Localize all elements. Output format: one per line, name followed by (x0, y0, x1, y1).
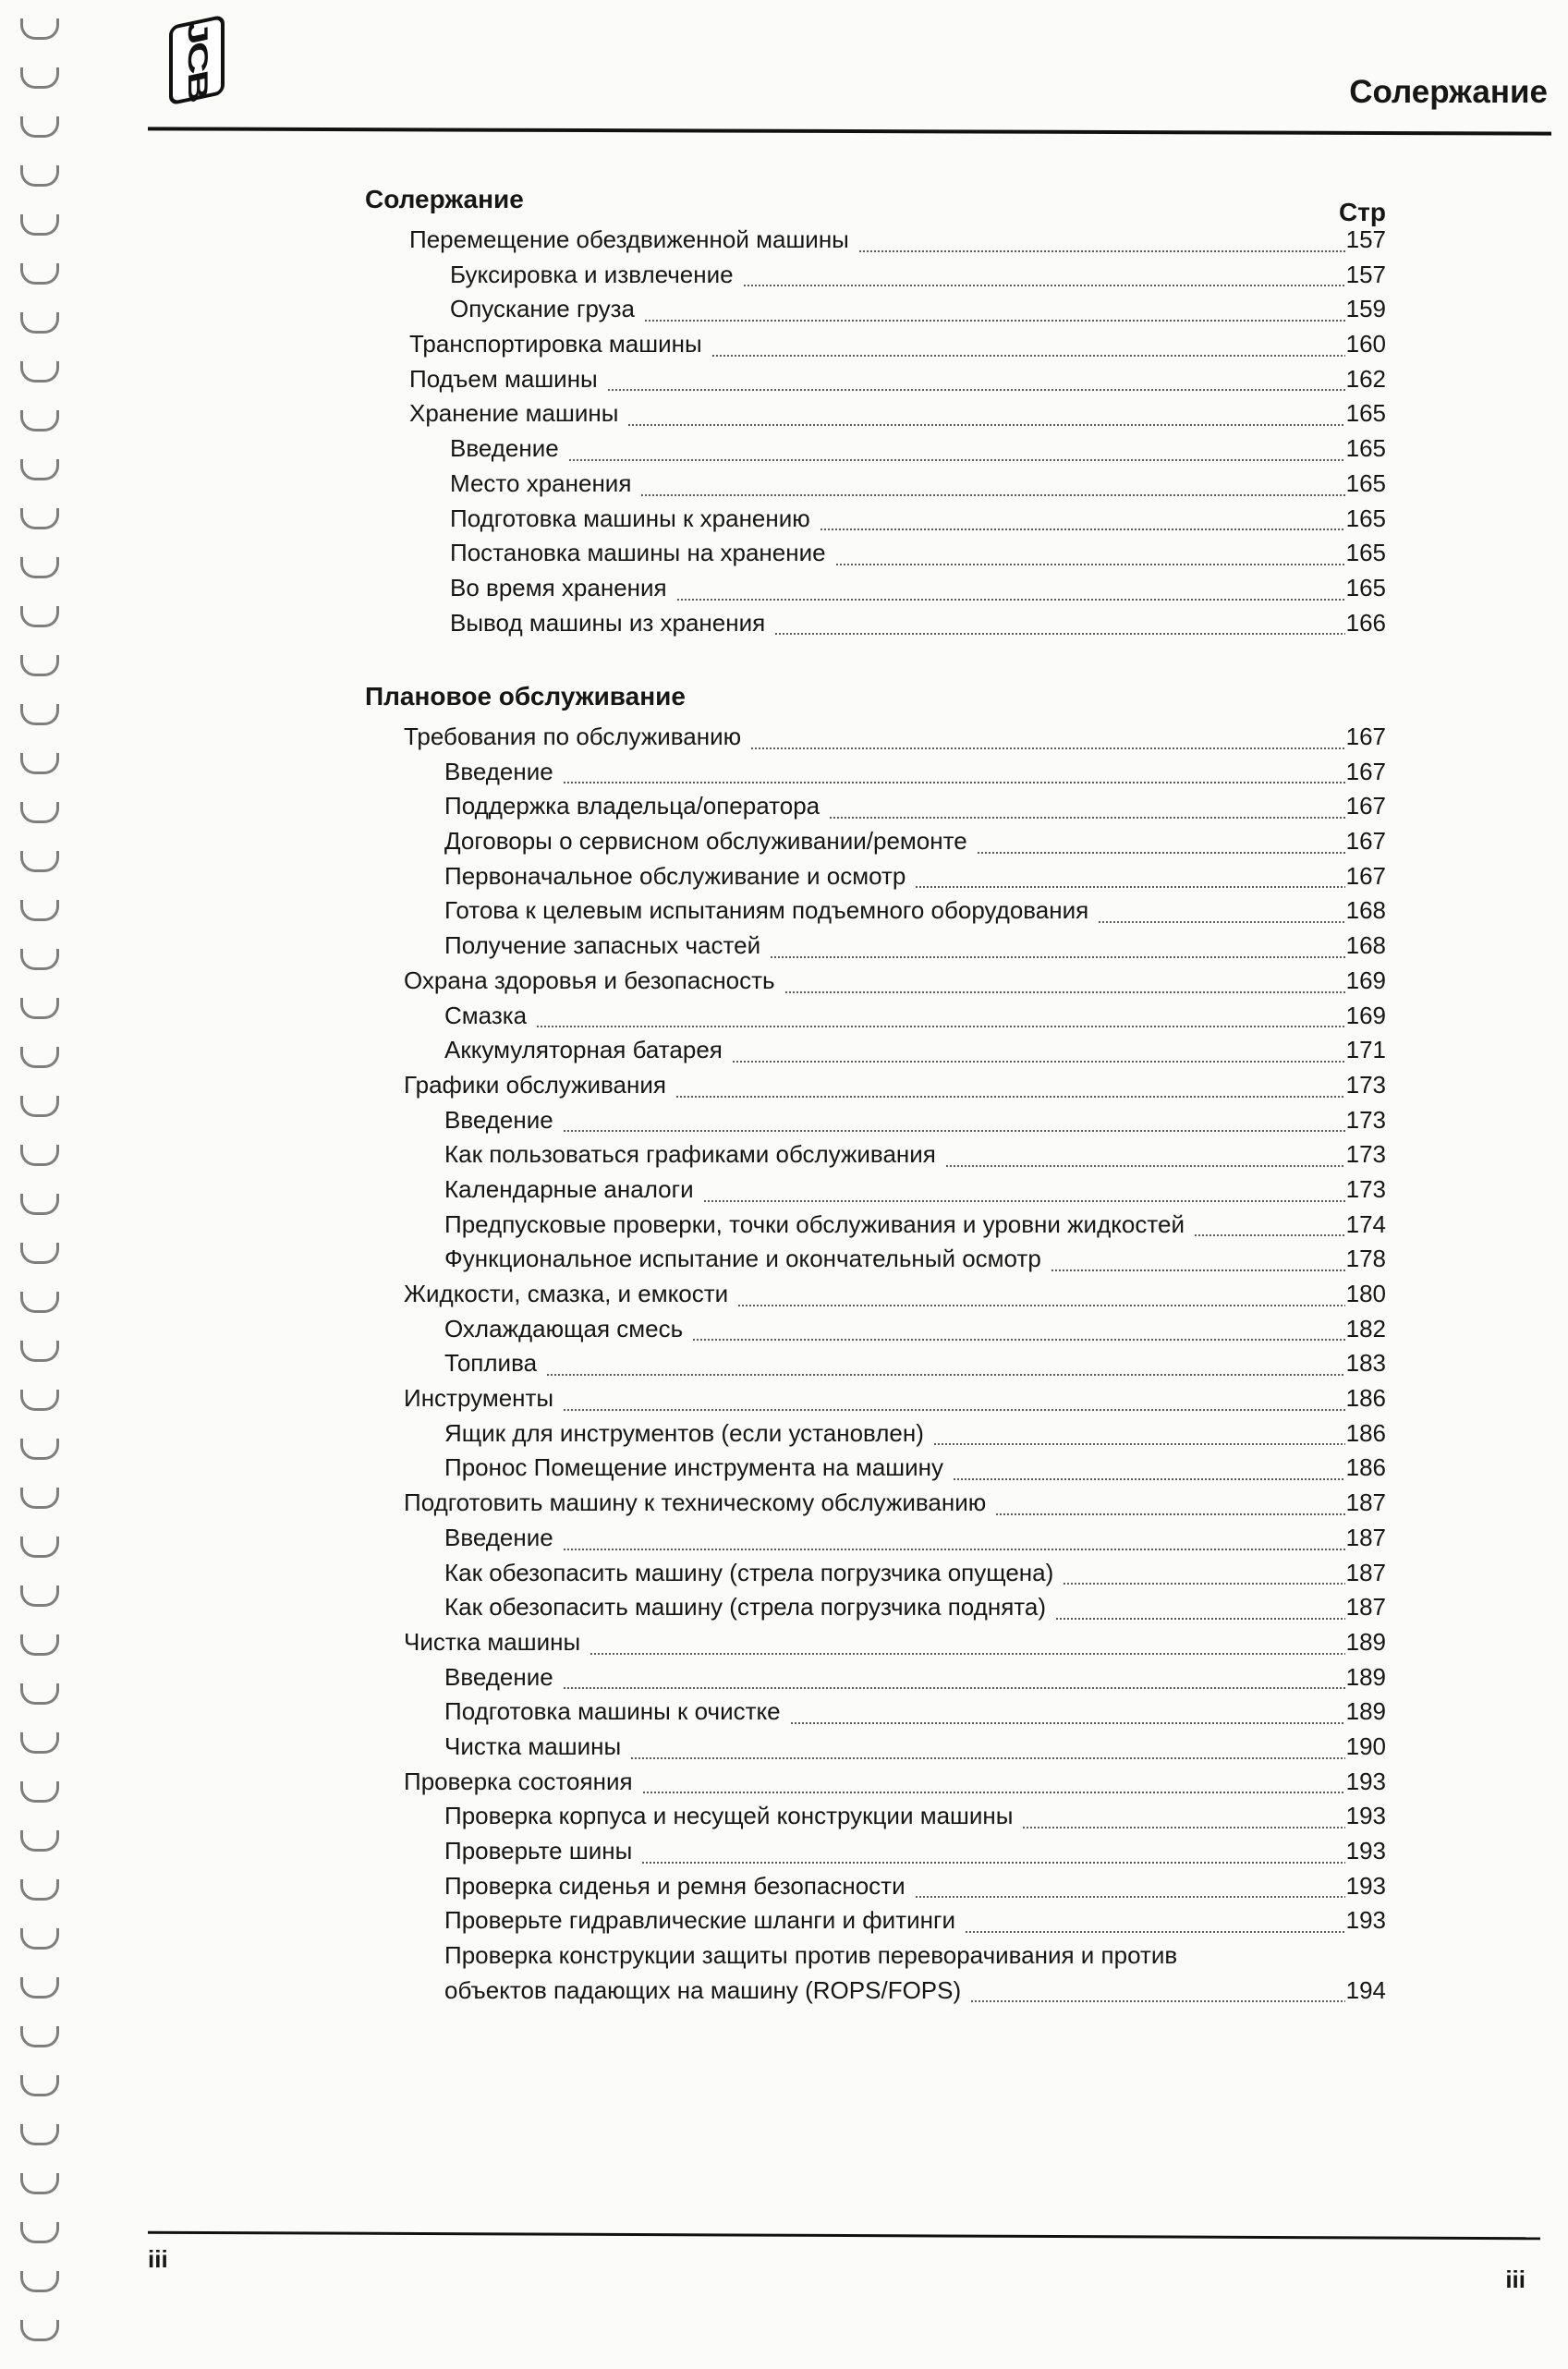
toc-entry-label: Как пользоваться графиками обслуживания (444, 1140, 936, 1169)
binding-ring (20, 459, 59, 480)
toc-entry[interactable] (365, 1245, 1386, 1280)
toc-entry-page: 186 (1345, 1384, 1386, 1413)
toc-entry-page: 165 (1345, 573, 1386, 601)
page-column-label: Стр (1338, 198, 1386, 226)
toc-entry[interactable] (365, 966, 1386, 1002)
toc-entry-page: 169 (1345, 966, 1386, 994)
binding-ring (20, 1341, 59, 1362)
binding-ring (20, 1243, 59, 1264)
dot-leader (933, 1443, 1345, 1445)
toc-entry-label: Подготовка машины к хранению (450, 504, 810, 532)
toc-entry-label: Введение (444, 757, 553, 785)
toc-entry-page: 173 (1345, 1070, 1386, 1099)
toc-entry-page: 186 (1345, 1453, 1386, 1482)
dot-leader (750, 747, 1345, 749)
toc-entry-label: Проверка состояния (404, 1767, 633, 1795)
toc-entry[interactable] (365, 1802, 1386, 1837)
toc-entry-label: Ящик для инструментов (если установлен) (444, 1418, 924, 1447)
dot-leader (675, 1096, 1345, 1098)
toc-entry[interactable] (365, 758, 1386, 793)
toc-entry[interactable] (365, 827, 1386, 862)
toc-entry[interactable] (365, 1837, 1386, 1872)
toc-entry-page: 167 (1345, 827, 1386, 856)
footer-rule (148, 2231, 1540, 2241)
dot-leader (1098, 921, 1345, 923)
toc-entry-label: Введение (450, 434, 559, 463)
header-rule (148, 127, 1551, 135)
dot-leader (607, 389, 1345, 391)
binding-ring (20, 214, 59, 236)
binding-ring (20, 1194, 59, 1215)
toc-entry-page: 167 (1345, 757, 1386, 785)
section-title: Солержание (365, 185, 524, 213)
toc-entry[interactable] (365, 295, 1386, 330)
binding-ring (20, 753, 59, 774)
toc-entry-page: 167 (1345, 792, 1386, 820)
dot-leader (563, 1409, 1345, 1411)
toc-entry-label: Проверка конструкции защиты против переворачивания и против (444, 1941, 1178, 1970)
logo-text: JCB (182, 17, 213, 103)
toc-entry-page: 174 (1345, 1209, 1386, 1238)
toc-entry-label: Охлаждающая смесь (444, 1314, 684, 1342)
dot-leader (732, 1061, 1345, 1063)
toc-entry[interactable] (365, 1697, 1386, 1732)
toc-entry-page: 165 (1345, 468, 1386, 497)
binding-ring (20, 655, 59, 676)
toc-entry[interactable] (365, 365, 1386, 400)
dot-leader (627, 424, 1345, 426)
toc-entry-page: 189 (1345, 1627, 1386, 1656)
toc-entry-page: 183 (1345, 1349, 1386, 1378)
toc-entry[interactable] (365, 1453, 1386, 1488)
toc-entry-label: Как обезопасить машину (стрела погрузчика поднята) (444, 1593, 1047, 1622)
toc-entry-continued[interactable] (365, 1976, 1386, 2011)
toc-entry-label: Топлива (444, 1349, 538, 1378)
binding-ring (20, 606, 59, 627)
binding-ring (20, 2124, 59, 2145)
dot-leader (1022, 1827, 1345, 1828)
toc-entry-page: 187 (1345, 1593, 1386, 1622)
dot-leader (965, 1931, 1345, 1933)
dot-leader (945, 1165, 1345, 1167)
toc-entry-page: 187 (1345, 1523, 1386, 1551)
toc-entry-label: Договоры о сервисном обслуживании/ремонте (444, 827, 967, 856)
dot-leader (703, 1200, 1345, 1202)
binding-ring (20, 851, 59, 872)
binding-ring (20, 1928, 59, 1950)
toc-entry[interactable] (365, 1175, 1386, 1210)
footer-page-right: iii (1505, 2266, 1525, 2293)
toc-entry-label: Требования по обслуживанию (404, 723, 742, 750)
toc-entry[interactable] (365, 1732, 1386, 1768)
toc-entry-label: Жидкости, смазка, и емкости (404, 1280, 729, 1307)
toc-entry-label: Предпусковые проверки, точки обслуживания и уровни жидкостей (444, 1209, 1185, 1238)
dot-leader (784, 991, 1345, 993)
dot-leader (915, 886, 1345, 888)
toc-entry-page: 159 (1345, 295, 1386, 323)
toc-entry[interactable] (365, 1106, 1386, 1141)
toc-entry-label: Введение (444, 1662, 553, 1691)
toc-entry-label: Введение (444, 1105, 553, 1134)
dot-leader (737, 1305, 1345, 1306)
toc-entry-page: 193 (1345, 1802, 1386, 1830)
binding-ring (20, 1781, 59, 1803)
toc-entry-page: 165 (1345, 434, 1386, 463)
binding-ring (20, 1634, 59, 1656)
dot-leader (692, 1339, 1345, 1341)
toc-entry[interactable] (365, 1002, 1386, 1037)
binding-ring (20, 1145, 59, 1166)
dot-leader (995, 1513, 1345, 1515)
toc-entry-page: 180 (1345, 1280, 1386, 1307)
toc-entry-label: Перемещение обездвиженной машины (409, 225, 849, 253)
binding-ring (20, 2075, 59, 2096)
toc-entry-page: 165 (1345, 399, 1386, 428)
toc-entry[interactable] (365, 931, 1386, 966)
dot-leader (835, 564, 1345, 565)
toc-entry-label: объектов падающих на машину (ROPS/FOPS) (444, 1975, 962, 2004)
binding-ring (20, 116, 59, 138)
toc-entry-page: 193 (1345, 1906, 1386, 1935)
binding-ring (20, 1585, 59, 1607)
toc-entry-page: 165 (1345, 504, 1386, 532)
dot-leader (630, 1757, 1345, 1759)
toc-entry-page: 187 (1345, 1488, 1386, 1517)
toc-entry-label: Введение (444, 1523, 553, 1551)
footer-page-left: iii (148, 2245, 168, 2273)
binding-ring (20, 900, 59, 921)
dot-leader (1063, 1583, 1345, 1585)
dot-leader (563, 1130, 1345, 1132)
toc-entry[interactable] (365, 1906, 1386, 1941)
toc-entry-page: 167 (1345, 723, 1386, 750)
dot-leader (858, 250, 1345, 252)
binding-ring (20, 263, 59, 285)
toc-entry[interactable] (365, 1663, 1386, 1698)
toc-entry[interactable] (365, 504, 1386, 540)
binding-ring (20, 508, 59, 529)
jcb-logo (169, 15, 225, 106)
binding-ring (20, 1830, 59, 1852)
toc-section-contents (365, 185, 1386, 643)
toc-entry[interactable] (365, 896, 1386, 931)
dot-leader (711, 355, 1345, 357)
toc-entry-label: Опускание груза (450, 295, 636, 323)
binding-ring (20, 2173, 59, 2194)
toc-entry-label: Смазка (444, 1001, 528, 1029)
toc-entry-page: 193 (1345, 1837, 1386, 1865)
dot-leader (915, 1896, 1345, 1898)
section-title: Плановое обслуживание (365, 682, 686, 711)
dot-leader (829, 817, 1345, 819)
toc-entry-page: 157 (1345, 260, 1386, 288)
toc-entry[interactable] (365, 862, 1386, 897)
dot-leader (641, 1862, 1345, 1864)
dot-leader (770, 956, 1345, 958)
toc-entry[interactable] (365, 1280, 1386, 1315)
toc-entry-label: Чистка машины (444, 1731, 622, 1760)
dot-leader (820, 528, 1345, 530)
toc-entry-label: Проверка корпуса и несущей конструкции машины (444, 1802, 1014, 1830)
dot-leader (546, 1374, 1345, 1376)
dot-leader (676, 599, 1345, 601)
toc-entry-label: Поддержка владельца/оператора (444, 792, 820, 820)
toc-entry[interactable] (365, 261, 1386, 296)
dot-leader (790, 1722, 1345, 1724)
dot-leader (774, 633, 1345, 635)
toc-entry[interactable] (365, 574, 1386, 609)
header-title: Солержание (1349, 74, 1548, 110)
toc-entry-label: Подъем машины (409, 364, 598, 393)
binding-ring (20, 67, 59, 89)
toc-entry-label: Место хранения (450, 468, 632, 497)
toc-entry-page: 187 (1345, 1558, 1386, 1586)
dot-leader (590, 1653, 1345, 1655)
section-heading (365, 682, 1386, 723)
toc-entry-label: Получение запасных частей (444, 931, 761, 960)
toc-entry-label: Пронос Помещение инструмента на машину (444, 1453, 944, 1482)
toc-entry-label: Хранение машины (409, 399, 619, 428)
binding-rings (20, 18, 76, 2369)
toc-entry[interactable] (365, 1593, 1386, 1628)
toc-entry-label: Буксировка и извлечение (450, 260, 734, 288)
toc-section-maintenance (365, 682, 1386, 2011)
toc-entry-page: 171 (1345, 1036, 1386, 1064)
toc-entry-page: 189 (1345, 1662, 1386, 1691)
toc-entry-page: 157 (1345, 225, 1386, 253)
toc-entry[interactable] (365, 1628, 1386, 1663)
dot-leader (644, 320, 1345, 322)
toc-entry[interactable] (365, 225, 1386, 261)
dot-leader (1051, 1270, 1345, 1271)
toc-entry-label: Охрана здоровья и безопасность (404, 966, 775, 994)
toc-entry[interactable] (365, 330, 1386, 365)
toc-entry-label: Проверьте шины (444, 1837, 633, 1865)
toc-entry[interactable] (365, 1071, 1386, 1106)
binding-ring (20, 1732, 59, 1754)
toc-entry[interactable] (365, 434, 1386, 469)
toc-entry-page: 173 (1345, 1105, 1386, 1134)
toc-entry[interactable] (365, 1315, 1386, 1350)
toc-entry-page: 166 (1345, 608, 1386, 637)
toc-entry-page: 173 (1345, 1174, 1386, 1203)
toc-entry[interactable] (365, 1524, 1386, 1559)
toc-entry-label: Графики обслуживания (404, 1070, 666, 1099)
binding-ring (20, 410, 59, 431)
toc-entry-page: 168 (1345, 896, 1386, 925)
toc-entry[interactable] (365, 609, 1386, 644)
binding-ring (20, 1292, 59, 1313)
toc-entry-page: 182 (1345, 1314, 1386, 1342)
binding-ring (20, 312, 59, 334)
binding-ring (20, 1879, 59, 1901)
toc-entry-label: Проверьте гидравлические шланги и фитинги (444, 1906, 955, 1935)
toc-entry-label: Постановка машины на хранение (450, 539, 826, 567)
toc-entry[interactable] (365, 1210, 1386, 1245)
toc-entry-label: Вывод машины из хранения (450, 608, 766, 637)
toc-entry-label: Транспортировка машины (409, 330, 702, 358)
toc-entry-label: Во время хранения (450, 573, 667, 601)
toc-entry[interactable] (365, 1559, 1386, 1594)
binding-ring (20, 2271, 59, 2292)
binding-ring (20, 949, 59, 970)
binding-ring (20, 1096, 59, 1117)
binding-ring (20, 557, 59, 578)
toc-entry-label: Проверка сиденья и ремня безопасности (444, 1871, 906, 1900)
toc-entry[interactable] (365, 1488, 1386, 1524)
toc-entry-label: Первоначальное обслуживание и осмотр (444, 861, 906, 890)
toc-entry-page: 189 (1345, 1697, 1386, 1726)
binding-ring (20, 1683, 59, 1705)
binding-ring (20, 704, 59, 725)
toc-entry[interactable] (365, 1419, 1386, 1454)
toc-entry-page: 173 (1345, 1140, 1386, 1169)
toc-entry[interactable] (365, 723, 1386, 758)
toc-entry-page: 190 (1345, 1731, 1386, 1760)
binding-ring (20, 1977, 59, 1998)
toc-entry-page: 168 (1345, 931, 1386, 960)
dot-leader (1055, 1618, 1345, 1620)
toc-entry[interactable] (365, 469, 1386, 504)
toc-entry[interactable] (365, 1941, 1386, 1976)
toc-entry-page: 160 (1345, 330, 1386, 358)
dot-leader (1194, 1234, 1345, 1236)
binding-ring (20, 1488, 59, 1509)
toc-entry-label: Подготовить машину к техническому обслуживанию (404, 1488, 987, 1517)
toc-entry-label: Инструменты (404, 1384, 554, 1413)
dot-leader (640, 494, 1345, 496)
toc-entry-page: 165 (1345, 539, 1386, 567)
toc-entry-label: Готова к целевым испытаниям подъемного оборудования (444, 896, 1089, 925)
toc-entry[interactable] (365, 539, 1386, 574)
binding-ring (20, 1047, 59, 1068)
binding-ring (20, 2222, 59, 2243)
toc-entry-label: Функциональное испытание и окончательный осмотр (444, 1245, 1041, 1273)
toc-entry-page: 186 (1345, 1418, 1386, 1447)
toc-entry-page: 193 (1345, 1871, 1386, 1900)
dot-leader (977, 852, 1345, 854)
toc-entry[interactable] (365, 1140, 1386, 1175)
toc-entry-label: Календарные аналоги (444, 1174, 694, 1203)
toc-entry[interactable] (365, 399, 1386, 434)
toc-entry-label: Подготовка машины к очистке (444, 1697, 781, 1726)
dot-leader (743, 285, 1345, 286)
section-heading (365, 185, 1386, 225)
dot-leader (642, 1792, 1345, 1793)
binding-ring (20, 1390, 59, 1411)
toc-entry-label: Аккумуляторная батарея (444, 1036, 723, 1064)
toc-entry[interactable] (365, 1872, 1386, 1907)
toc-entry-page: 167 (1345, 861, 1386, 890)
binding-ring (20, 18, 59, 40)
dot-leader (970, 2000, 1345, 2002)
dot-leader (953, 1478, 1345, 1480)
toc-entry-page: 194 (1345, 1975, 1386, 2004)
toc-entry[interactable] (365, 1384, 1386, 1419)
binding-ring (20, 1439, 59, 1460)
dot-leader (563, 1687, 1345, 1689)
toc-entry-page: 178 (1345, 1245, 1386, 1273)
dot-leader (536, 1026, 1345, 1027)
binding-ring (20, 1537, 59, 1558)
binding-ring (20, 2026, 59, 2047)
dot-leader (568, 459, 1345, 461)
toc-entry-page: 169 (1345, 1001, 1386, 1029)
binding-ring (20, 802, 59, 823)
toc-entry[interactable] (365, 1349, 1386, 1384)
binding-ring (20, 2320, 59, 2341)
toc-entry[interactable] (365, 792, 1386, 827)
binding-ring (20, 998, 59, 1019)
toc-entry-page: 162 (1345, 364, 1386, 393)
toc-entry-page: 193 (1345, 1767, 1386, 1795)
toc-entry[interactable] (365, 1036, 1386, 1071)
dot-leader (563, 1549, 1345, 1550)
binding-ring (20, 165, 59, 187)
binding-ring (20, 361, 59, 383)
dot-leader (563, 782, 1345, 784)
toc-entry-label: Как обезопасить машину (стрела погрузчика опущена) (444, 1558, 1054, 1586)
toc-entry-label: Чистка машины (404, 1627, 581, 1656)
toc-entry[interactable] (365, 1768, 1386, 1803)
